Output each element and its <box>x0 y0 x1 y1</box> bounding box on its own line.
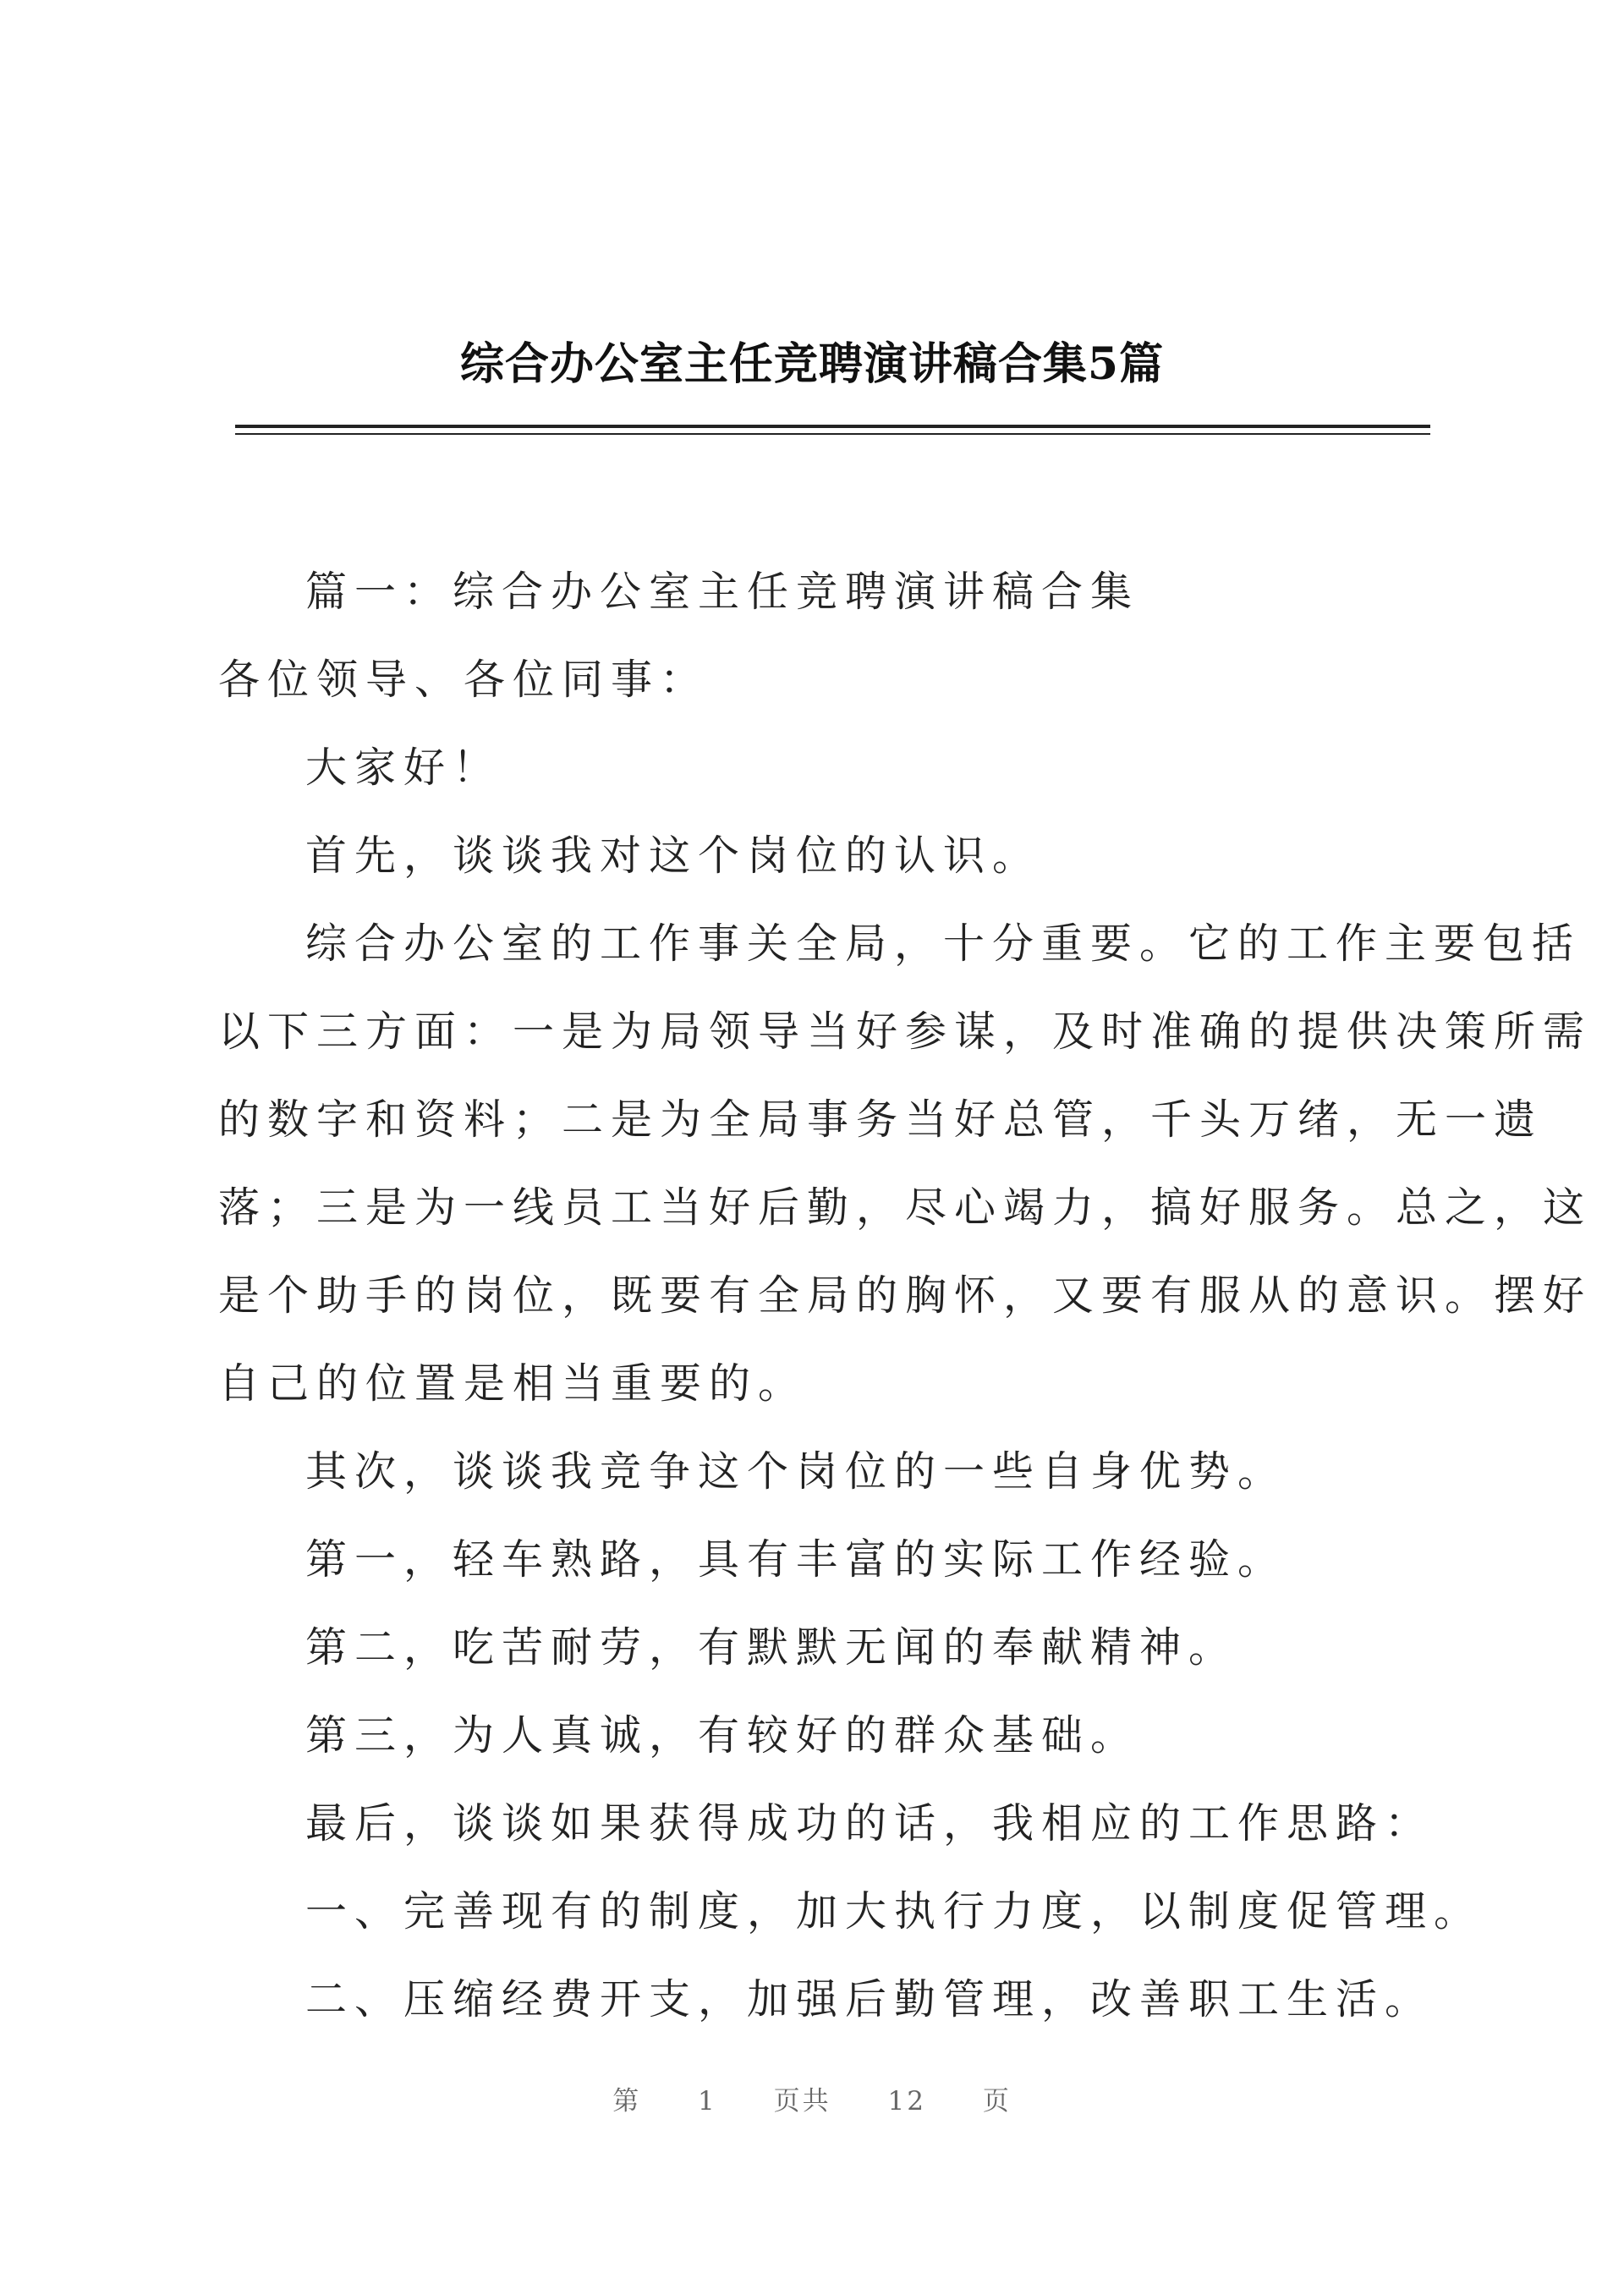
paragraph-line: 自己的位置是相当重要的。 <box>218 1359 808 1408</box>
title-rule-thick <box>235 425 1430 428</box>
page-footer <box>0 2079 1624 2117</box>
paragraph-line: 一、完善现有的制度，加大执行力度，以制度促管理。 <box>305 1887 1484 1935</box>
title-rule-thin <box>235 433 1430 435</box>
footer-middle: 页共 <box>773 2086 831 2117</box>
document-title: 综合办公室主任竞聘演讲稿合集5篇 <box>459 338 1165 390</box>
paragraph-line: 以下三方面：一是为局领导当好参谋，及时准确的提供决策所需 <box>218 1007 1593 1056</box>
paragraph-line: 落；三是为一线员工当好后勤，尽心竭力，搞好服务。总之，这 <box>218 1183 1593 1232</box>
paragraph-line: 综合办公室的工作事关全局，十分重要。它的工作主要包括 <box>305 920 1582 968</box>
paragraph-line: 各位领导、各位同事： <box>218 656 710 704</box>
paragraph-line: 首先，谈谈我对这个岗位的认识。 <box>305 832 1042 880</box>
paragraph-line: 二、压缩经费开支，加强后勤管理，改善职工生活。 <box>305 1975 1435 2023</box>
paragraph-line: 是个助手的岗位，既要有全局的胸怀，又要有服从的意识。摆好 <box>218 1271 1593 1320</box>
paragraph-line: 第二，吃苦耐劳，有默默无闻的奉献精神。 <box>305 1623 1238 1672</box>
paragraph-line: 最后，谈谈如果获得成功的话，我相应的工作思路： <box>305 1799 1435 1848</box>
document-body <box>218 548 1593 2044</box>
footer-page-number: 1 <box>698 2086 717 2117</box>
footer-total-pages: 12 <box>887 2086 926 2117</box>
paragraph-line: 大家好！ <box>305 744 502 792</box>
paragraph-line: 的数字和资料；二是为全局事务当好总管，千头万绪，无一遗 <box>218 1095 1544 1144</box>
footer-suffix: 页 <box>982 2086 1012 2117</box>
paragraph-line: 第一，轻车熟路，具有丰富的实际工作经验。 <box>305 1535 1287 1584</box>
footer-prefix: 第 <box>612 2086 642 2117</box>
paragraph-line: 其次，谈谈我竞争这个岗位的一些自身优势。 <box>305 1447 1287 1496</box>
paragraph-line: 篇一：综合办公室主任竞聘演讲稿合集 <box>305 568 1140 616</box>
paragraph-line: 第三，为人真诚，有较好的群众基础。 <box>305 1711 1140 1760</box>
